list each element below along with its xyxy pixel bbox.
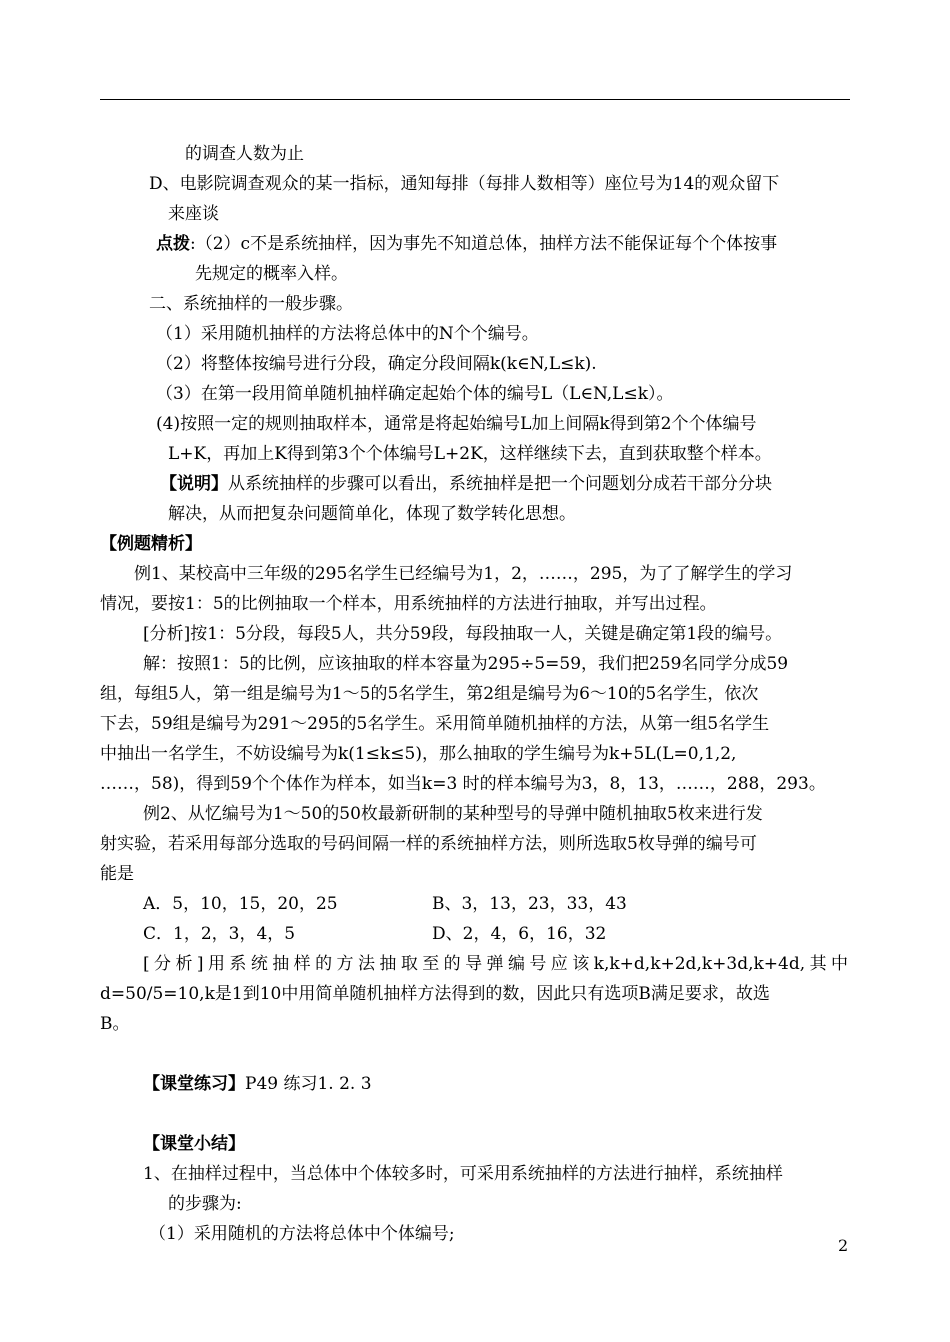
example1-solution-line2: 组，每组5人，第一组是编号为1～5的5名学生，第2组是编号为6～10的5名学生，依次 [100,684,759,704]
example2-option-a: A．5，10，15，20，25 [143,894,338,914]
practice-line [143,1072,372,1096]
example2-line3: 能是 [100,864,134,884]
summary-item1-line1: 1、在抽样过程中，当总体中个体较多时，可采用系统抽样的方法进行抽样，系统抽样 [143,1164,783,1184]
step-1: （1）采用随机抽样的方法将总体中的N个个编号。 [156,324,539,344]
example1-solution-line3: 下去，59组是编号为291～295的5名学生。采用简单随机抽样的方法，从第一组5名学生 [100,714,770,734]
example1-solution-line1: 解：按照1：5的比例，应该抽取的样本容量为295÷5=59，我们把259名同学分成59 [143,654,789,674]
example2-option-d: D、2，4，6，16，32 [432,924,607,944]
previous-option-continuation: 的调查人数为止 [185,144,304,164]
step-3: （3）在第一段用简单随机抽样确定起始个体的编号L（L∈N,L≤k）。 [156,384,674,404]
step-4-line1: (4)按照一定的规则抽取样本，通常是将起始编号L加上间隔k得到第2个个体编号 [156,414,757,434]
practice-text: P49 练习1. 2. 3 [245,1074,372,1094]
tip-text: :（2）c不是系统抽样，因为事先不知道总体，抽样方法不能保证每个个体按事 [190,234,778,254]
example2-line2: 射实验，若采用每部分选取的号码间隔一样的系统抽样方法，则所选取5枚导弹的编号可 [100,834,757,854]
option-d-line1: D、电影院调查观众的某一指标，通知每排（每排人数相等）座位号为14的观众留下 [149,174,780,194]
note-label: 【说明】 [160,474,228,494]
tip-line1 [156,232,777,256]
examples-heading: 【例题精析】 [100,534,202,554]
note-line2: 解决，从而把复杂问题简单化，体现了数学转化思想。 [168,504,576,524]
example1-line2: 情况，要按1：5的比例抽取一个样本，用系统抽样的方法进行抽取，并写出过程。 [100,594,717,614]
summary-step1: （1）采用随机的方法将总体中个体编号; [149,1224,455,1244]
note-text: 从系统抽样的步骤可以看出，系统抽样是把一个问题划分成若干部分分块 [228,474,772,494]
step-2: （2）将整体按编号进行分段，确定分段间隔k(k∈N,L≤k). [156,354,597,374]
example2-analysis-line2: d=50/5=10,k是1到10中用简单随机抽样方法得到的数，因此只有选项B满足要求，故选 [100,984,770,1004]
step-4-line2: L+K，再加上K得到第3个个体编号L+2K，这样继续下去，直到获取整个样本。 [168,444,772,464]
section-heading: 二、系统抽样的一般步骤。 [149,294,353,314]
note-line1 [160,472,772,496]
practice-label: 【课堂练习】 [143,1074,245,1094]
header-rule [100,99,850,100]
example1-analysis: [分析]按1：5分段，每段5人，共分59段，每段抽取一人，关键是确定第1段的编号。 [143,624,783,644]
summary-item1-line2: 的步骤为: [168,1194,242,1214]
example2-option-b: B、3，13，23，33，43 [432,894,627,914]
tip-label: 点拨 [156,234,190,254]
example1-solution-line5: ……，58)，得到59个个体作为样本，如当k=3 时的样本编号为3，8，13，……，288，293。 [100,774,826,794]
example2-option-c: C．1，2，3，4，5 [143,924,296,944]
example2-analysis-line3: B。 [100,1014,130,1034]
example1-solution-line4: 中抽出一名学生，不妨设编号为k(1≤k≤5)，那么抽取的学生编号为k+5L(L=0,1,2, [100,744,737,764]
page-number: 2 [838,1236,849,1255]
example2-line1: 例2、从忆编号为1～50的50枚最新研制的某种型号的导弹中随机抽取5枚来进行发 [143,804,763,824]
summary-heading: 【课堂小结】 [143,1134,245,1154]
example1-line1: 例1、某校高中三年级的295名学生已经编号为1，2，……，295，为了了解学生的学习 [134,564,793,584]
tip-line2: 先规定的概率入样。 [195,264,348,284]
example2-analysis-line1: [分析]用系统抽样的方法抽取至的导弹编号应该k,k+d,k+2d,k+3d,k+4d,其中 [143,954,848,974]
option-d-line2: 来座谈 [168,204,219,224]
